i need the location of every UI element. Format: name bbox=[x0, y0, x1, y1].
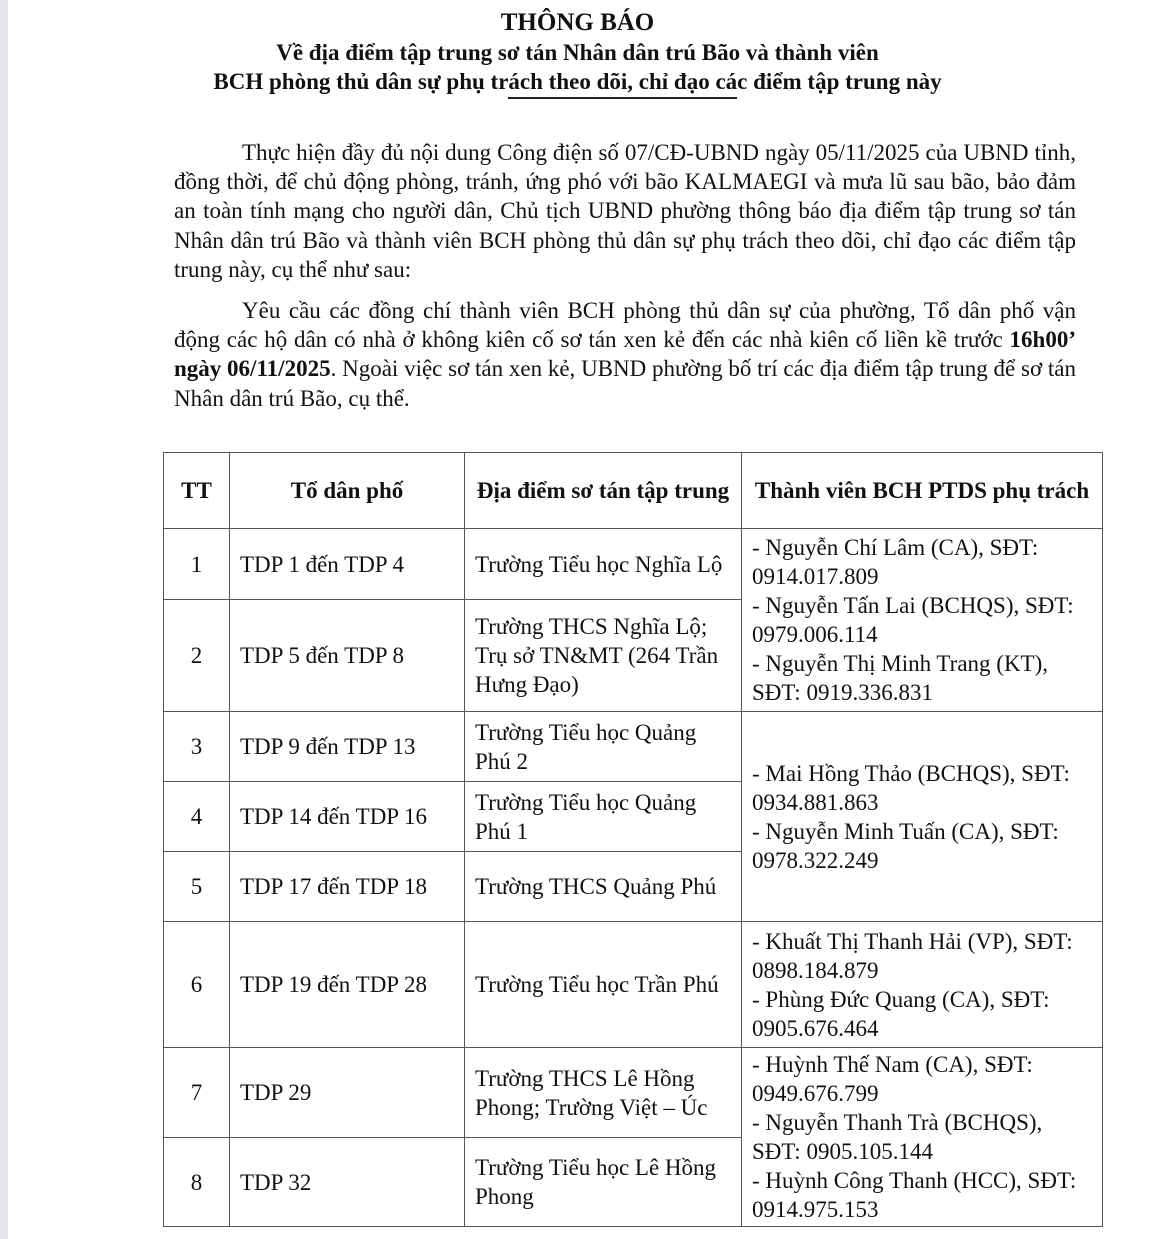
header-responsible-members: Thành viên BCH PTDS phụ trách bbox=[742, 453, 1103, 529]
member-entry: - Huỳnh Thế Nam (CA), SĐT: 0949.676.799 bbox=[752, 1052, 1033, 1106]
member-entry: - Nguyễn Minh Tuấn (CA), SĐT: 0978.322.249 bbox=[752, 818, 1059, 873]
residential-group: TDP 9 đến TDP 13 bbox=[230, 712, 465, 782]
responsible-members bbox=[742, 529, 1103, 712]
member-entry: - Khuất Thị Thanh Hải (VP), SĐT: 0898.184.879 bbox=[752, 928, 1073, 983]
residential-group: TDP 29 bbox=[230, 1048, 465, 1138]
table-row bbox=[164, 922, 1103, 1048]
residential-group: TDP 14 đến TDP 16 bbox=[230, 782, 465, 852]
table-row bbox=[164, 712, 1103, 782]
evacuation-site: Trường Tiểu học Quảng Phú 2 bbox=[465, 712, 742, 782]
evacuation-site: Trường THCS Quảng Phú bbox=[465, 852, 742, 922]
paragraph-intro bbox=[174, 138, 1076, 284]
residential-group: TDP 32 bbox=[230, 1138, 465, 1227]
row-number: 8 bbox=[164, 1138, 230, 1227]
notice-title: THÔNG BÁO bbox=[500, 9, 655, 36]
row-number: 4 bbox=[164, 782, 230, 852]
member-entry: - Huỳnh Công Thanh (HCC), SĐT: 0914.975.153 bbox=[752, 1168, 1077, 1222]
header-residential-group: Tổ dân phố bbox=[230, 453, 465, 529]
title-divider bbox=[508, 97, 737, 99]
header-tt: TT bbox=[164, 453, 230, 529]
member-entry: - Phùng Đức Quang (CA), SĐT: 0905.676.464 bbox=[752, 986, 1050, 1041]
evacuation-site: Trường THCS Nghĩa Lộ; Trụ sở TN&MT (264 Trần Hưng Đạo) bbox=[465, 600, 742, 712]
evacuation-site: Trường Tiểu học Nghĩa Lộ bbox=[465, 529, 742, 600]
residential-group: TDP 17 đến TDP 18 bbox=[230, 852, 465, 922]
row-number: 2 bbox=[164, 600, 230, 712]
member-entry: - Nguyễn Thanh Trà (BCHQS), SĐT: 0905.105.144 bbox=[752, 1110, 1043, 1164]
evacuation-site: Trường THCS Lê Hồng Phong; Trường Việt – Úc bbox=[465, 1048, 742, 1138]
notice-subtitle-line2: BCH phòng thủ dân sự phụ trách theo dõi, chỉ đạo các điểm tập trung này bbox=[213, 69, 942, 94]
row-number: 7 bbox=[164, 1048, 230, 1138]
residential-group: TDP 19 đến TDP 28 bbox=[230, 922, 465, 1048]
evacuation-site: Trường Tiểu học Lê Hồng Phong bbox=[465, 1138, 742, 1227]
row-number: 3 bbox=[164, 712, 230, 782]
row-number: 5 bbox=[164, 852, 230, 922]
paragraph-request bbox=[174, 296, 1076, 413]
paragraph-intro-text: Thực hiện đầy đủ nội dung Công điện số 07/CĐ-UBND ngày 05/11/2025 của UBND tỉnh, đồng thời, để chủ động phòng, tránh, ứng phó với bão KALMAEGI và mưa lũ sau bão, bảo đảm an toàn tính mạng cho người dân, Chủ tịch UBND phường thông báo địa điểm tập trung sơ tán Nhân dân trú Bão và thành viên BCH phòng thủ dân sự phụ trách theo dõi, chỉ đạo các điểm tập trung này, cụ thể như sau: bbox=[174, 140, 1076, 282]
member-entry: - Mai Hồng Thảo (BCHQS), SĐT: 0934.881.863 bbox=[752, 760, 1070, 815]
table-header-row bbox=[164, 453, 1103, 529]
member-entry: - Nguyễn Thị Minh Trang (KT), SĐT: 0919.336.831 bbox=[752, 651, 1049, 705]
paragraph-request-text: Yêu cầu các đồng chí thành viên BCH phòng thủ dân sự của phường, Tổ dân phố vận động các hộ dân có nhà ở không kiên cố sơ tán xen kẻ đến các nhà kiên cố liền kề trước bbox=[174, 298, 1076, 353]
header-evacuation-site: Địa điểm sơ tán tập trung bbox=[465, 453, 742, 529]
row-number: 6 bbox=[164, 922, 230, 1048]
member-entry: - Nguyễn Chí Lâm (CA), SĐT: 0914.017.809 bbox=[752, 535, 1039, 589]
evacuation-table bbox=[163, 452, 1103, 1227]
row-number: 1 bbox=[164, 529, 230, 600]
residential-group: TDP 1 đến TDP 4 bbox=[230, 529, 465, 600]
evacuation-site: Trường Tiểu học Trần Phú bbox=[465, 922, 742, 1048]
viewer-left-edge bbox=[0, 0, 8, 1239]
member-entry: - Nguyễn Tấn Lai (BCHQS), SĐT: 0979.006.114 bbox=[752, 593, 1074, 647]
table-row bbox=[164, 1048, 1103, 1138]
responsible-members bbox=[742, 1048, 1103, 1227]
residential-group: TDP 5 đến TDP 8 bbox=[230, 600, 465, 712]
responsible-members bbox=[742, 922, 1103, 1048]
evacuation-site: Trường Tiểu học Quảng Phú 1 bbox=[465, 782, 742, 852]
deadline-text: 16h00’ ngày 06/11/2025 bbox=[174, 327, 1076, 382]
responsible-members bbox=[742, 712, 1103, 922]
notice-subtitle-line1: Về địa điểm tập trung sơ tán Nhân dân trú Bão và thành viên bbox=[276, 40, 879, 65]
table-row bbox=[164, 529, 1103, 600]
paragraph-request-tail: . Ngoài việc sơ tán xen kẻ, UBND phường bố trí các địa điểm tập trung để sơ tán Nhân dân trú Bão, cụ thể. bbox=[174, 356, 1076, 411]
